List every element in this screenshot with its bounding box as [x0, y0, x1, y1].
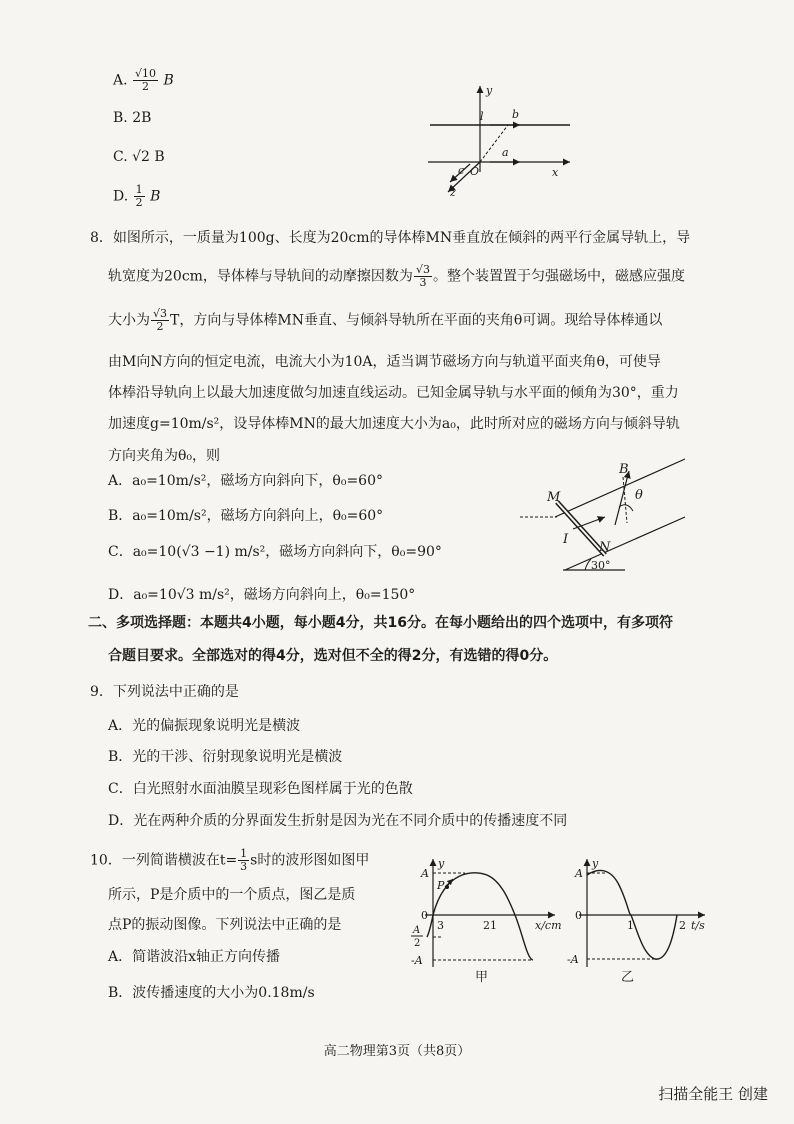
q7-label-o: O: [470, 165, 480, 178]
q10-line-2: 所示，P是介质中的一个质点，图乙是质: [108, 887, 356, 903]
q8-line-7: 方向夹角为θ₀，则: [108, 448, 221, 464]
q7-option-b: B. 2B: [113, 110, 152, 126]
yi-label-nega: -A: [567, 953, 579, 966]
q7-option-d-label: D.: [113, 188, 129, 205]
yi-label-ts: t/s: [691, 919, 705, 932]
q9-option-c: C．白光照射水面油膜呈现彩色图样属于光的色散: [108, 781, 413, 797]
q7-coordinate-figure: [420, 80, 580, 200]
jia-label-y: y: [438, 857, 445, 870]
q8-line-3b: T，方向与导体棒MN垂直、与倾斜导轨所在平面的夹角θ可调。现给导体棒通以: [170, 312, 663, 329]
q7-option-c-label: C.: [113, 149, 128, 165]
q7-label-c: c: [458, 164, 465, 177]
q7-option-d-fraction: [134, 184, 145, 209]
q8-line-1: 8．如图所示，一质量为100g、长度为20cm的导体棒MN垂直放在倾斜的两平行金属导轨上，导: [90, 230, 691, 246]
jia-caption: 甲: [475, 970, 489, 985]
q8-label-n: N: [599, 540, 611, 555]
q7-a-denominator: 2: [142, 80, 150, 93]
q8-option-c: C．a₀=10(√3 −1) m/s²，磁场方向斜向下，θ₀=90°: [108, 544, 442, 560]
q9-option-d: D．光在两种介质的分界面发生折射是因为光在不同介质中的传播速度不同: [108, 813, 568, 829]
section2-line-2: 合题目要求。全部选对的得4分，选对但不全的得2分，有选错的得0分。: [108, 648, 558, 664]
jia-label-zero: 0: [421, 909, 428, 922]
q8-line-2a: 轨宽度为20cm，导体棒与导轨间的动摩擦因数为: [108, 268, 413, 285]
q10-option-a: A．简谐波沿x轴正方向传播: [108, 949, 281, 965]
q8-label-theta: θ: [635, 488, 643, 503]
q10-t-denominator: 3: [240, 860, 248, 873]
scanner-watermark: 扫描全能王 创建: [658, 1085, 768, 1103]
q8-option-a: A．a₀=10m/s²，磁场方向斜向下，θ₀=60°: [108, 473, 383, 489]
yi-label-two: 2: [679, 919, 686, 932]
q8-option-d: D．a₀=10√3 m/s²，磁场方向斜向上，θ₀=150°: [108, 587, 416, 603]
q10-line-1: [90, 848, 369, 873]
q7-d-numerator: 1: [135, 183, 143, 196]
jia-label-p: P: [437, 879, 445, 892]
q10-t-fraction: [238, 848, 249, 873]
q8-b-denominator: 2: [156, 320, 164, 333]
q8-mu-denominator: 3: [419, 276, 427, 289]
q8-line-5: 体棒沿导轨向上以最大加速度做匀加速直线运动。已知金属导轨与水平面的倾角为30°，重力: [108, 385, 679, 401]
yi-label-one: 1: [627, 919, 634, 932]
jia-p-arrow: [445, 879, 453, 887]
jia-label-nega: -A: [411, 954, 423, 967]
q8-mu-fraction: [414, 264, 432, 289]
q8-b-fraction: [151, 308, 169, 333]
q10-line-3: 点P的振动图像。下列说法中正确的是: [108, 917, 342, 933]
q8-conductor-rod-inner: [557, 502, 605, 555]
jia-label-half-den: 2: [414, 938, 421, 949]
yi-label-a: A: [575, 867, 583, 880]
q7-d-denominator: 2: [135, 196, 143, 209]
q7-label-b: b: [512, 108, 520, 121]
q7-label-z: z: [450, 186, 456, 199]
q10-vibration-figure-yi: [565, 855, 715, 985]
q10-wave-figure-jia: [405, 855, 575, 985]
yi-label-zero: 0: [575, 909, 582, 922]
jia-label-xcm: x/cm: [535, 919, 562, 932]
q8-label-b: B: [619, 462, 629, 477]
q7-option-c-value: √2 B: [132, 149, 165, 165]
section2-line-1: 二、多项选择题：本题共4小题，每小题4分，共16分。在每小题给出的四个选项中，有多项符: [88, 615, 673, 631]
q9-option-a: A．光的偏振现象说明光是横波: [108, 718, 301, 734]
q7-option-a: [113, 68, 174, 93]
q8-normal-dashed: [623, 477, 627, 523]
yi-label-y: y: [592, 857, 599, 870]
q10-option-b: B．波传播速度的大小为0.18m/s: [108, 985, 315, 1001]
q7-option-a-label: A.: [113, 72, 128, 89]
q8-line-3: [108, 308, 662, 333]
q8-line-3a: 大小为: [108, 312, 150, 329]
q8-line-2b: 。整个装置置于匀强磁场中，磁感应强度: [432, 268, 685, 285]
yi-caption: 乙: [621, 970, 635, 985]
q7-option-c: [113, 147, 165, 167]
q8-mu-numerator: √3: [415, 263, 430, 276]
q8-label-i: I: [563, 532, 569, 547]
q8-b-numerator: √3: [153, 307, 168, 320]
q8-line-2: [108, 264, 685, 289]
q7-a-numerator: √10: [135, 67, 157, 80]
jia-label-twentyone: 21: [483, 919, 497, 932]
q8-option-b: B．a₀=10m/s²，磁场方向斜向上，θ₀=60°: [108, 508, 384, 524]
q7-label-y: y: [486, 84, 493, 97]
q7-label-l: l: [480, 110, 484, 123]
q7-a-tail: B: [163, 72, 174, 89]
q8-label-m: M: [547, 490, 561, 505]
q7-option-a-fraction: [133, 68, 158, 93]
q10-t-numerator: 1: [240, 847, 248, 860]
q8-rail-figure: [515, 455, 695, 580]
q10-line-1b: s时的波形图如图甲: [250, 852, 370, 869]
jia-label-a: A: [421, 867, 429, 880]
q10-line-1a: 10．一列简谐横波在t=: [90, 852, 238, 869]
q8-line-6: 加速度g=10m/s²，设导体棒MN的最大加速度大小为a₀，此时所对应的磁场方向与倾斜导轨: [108, 416, 680, 432]
q7-label-x: x: [552, 166, 559, 179]
q7-option-d: [113, 184, 160, 209]
jia-label-half-num: A: [413, 925, 421, 936]
q8-line-4: 由M向N方向的恒定电流，电流大小为10A，适当调节磁场方向与轨道平面夹角θ，可使导: [108, 354, 661, 370]
q7-d-tail: B: [150, 188, 161, 205]
page-footer: 高二物理第3页（共8页）: [323, 1044, 471, 1059]
q7-label-a: a: [502, 146, 509, 159]
jia-label-three: 3: [437, 919, 444, 932]
q8-label-angle: 30°: [591, 559, 611, 572]
q9-option-b: B．光的干涉、衍射现象说明光是横波: [108, 749, 343, 765]
q9-stem: 9．下列说法中正确的是: [90, 684, 239, 700]
